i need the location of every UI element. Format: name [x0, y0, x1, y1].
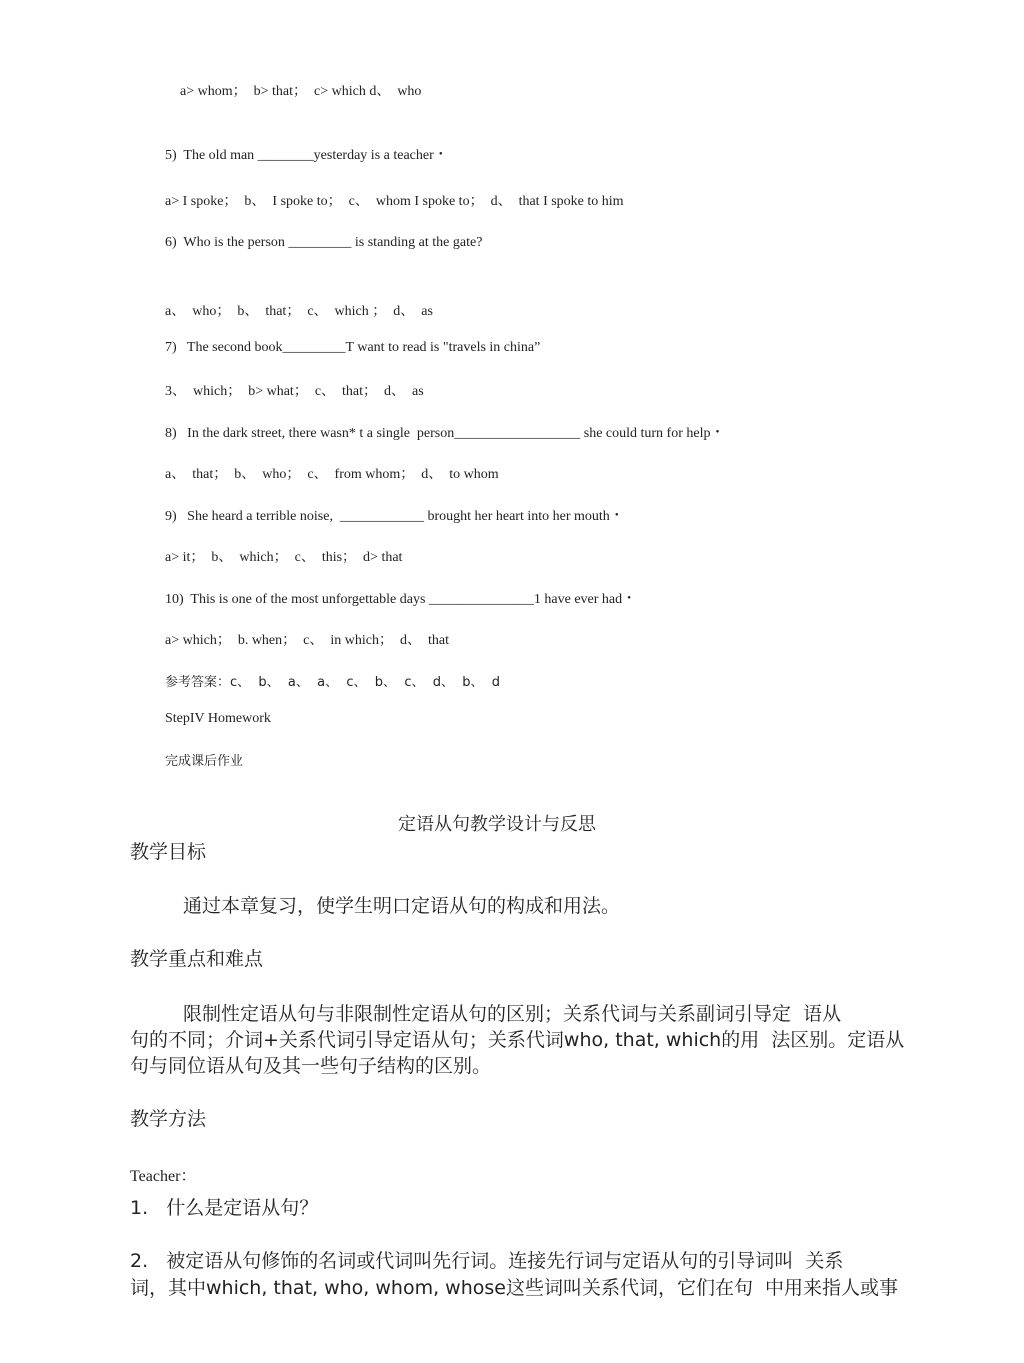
- list-item-2-line1: 2. 被定语从句修饰的名词或代词叫先行词。连接先行词与定语从句的引导词叫 关系: [130, 1250, 844, 1272]
- q10-question: 10) This is one of the most unforgettable days _______________1 have ever had・: [165, 592, 637, 607]
- section-title: 定语从句教学设计与反思: [398, 814, 596, 835]
- homework-title: StepIV Homework: [165, 711, 271, 726]
- list-item-2-line2: 词，其中which, that, who, whom, whose这些词叫关系代词，它们在句 中用来指人或事: [130, 1277, 899, 1299]
- key-text-line1: 限制性定语从句与非限制性定语从句的区别；关系代词与关系副词引导定 语从: [183, 1003, 842, 1025]
- q8-question: 8) In the dark street, there wasn* t a single person__________________ she could turn for help・: [165, 426, 725, 441]
- q7-question: 7) The second book_________T want to read is "travels in china”: [165, 340, 541, 355]
- q10-options: a> which； b. when； c、 in which； d、 that: [165, 633, 449, 648]
- q8-options: a、 that； b、 who； c、 from whom； d、 to whom: [165, 467, 499, 482]
- teacher-label: Teacher：: [130, 1168, 197, 1185]
- q9-options: a> it； b、 which； c、 this； d> that: [165, 550, 403, 565]
- q7-options: 3、 which； b> what； c、 that； d、 as: [165, 384, 424, 399]
- q6-question: 6) Who is the person _________ is standing at the gate?: [165, 235, 483, 250]
- q9-question: 9) She heard a terrible noise, ____________ brought her heart into her mouth・: [165, 509, 624, 524]
- answer-key: 参考答案：c、 b、 a、 a、 c、 b、 c、 d、 b、 d: [165, 675, 501, 690]
- list-item-1: 1. 什么是定语从句？: [130, 1197, 319, 1219]
- q5-question: 5) The old man ________yesterday is a teacher・: [165, 148, 448, 163]
- goal-text: 通过本章复习，使学生明口定语从句的构成和用法。: [183, 895, 621, 917]
- key-text-line2: 句的不同；介词+关系代词引导定语从句；关系代词who, that, which的用 法区别。定语从: [130, 1029, 905, 1051]
- goal-heading: 教学目标: [130, 841, 207, 863]
- homework-text: 完成课后作业: [165, 754, 244, 769]
- q5-options: a> I spoke； b、 I spoke to； c、 whom I spoke to； d、 that I spoke to him: [165, 194, 624, 209]
- q4-options: a> whom； b> that； c> which d、 who: [180, 84, 422, 99]
- method-heading: 教学方法: [130, 1108, 207, 1130]
- key-text-line3: 句与同位语从句及其一些句子结构的区别。: [130, 1055, 492, 1077]
- q6-options: a、 who； b、 that； c、 which ； d、 as: [165, 304, 433, 319]
- key-heading: 教学重点和难点: [130, 948, 264, 970]
